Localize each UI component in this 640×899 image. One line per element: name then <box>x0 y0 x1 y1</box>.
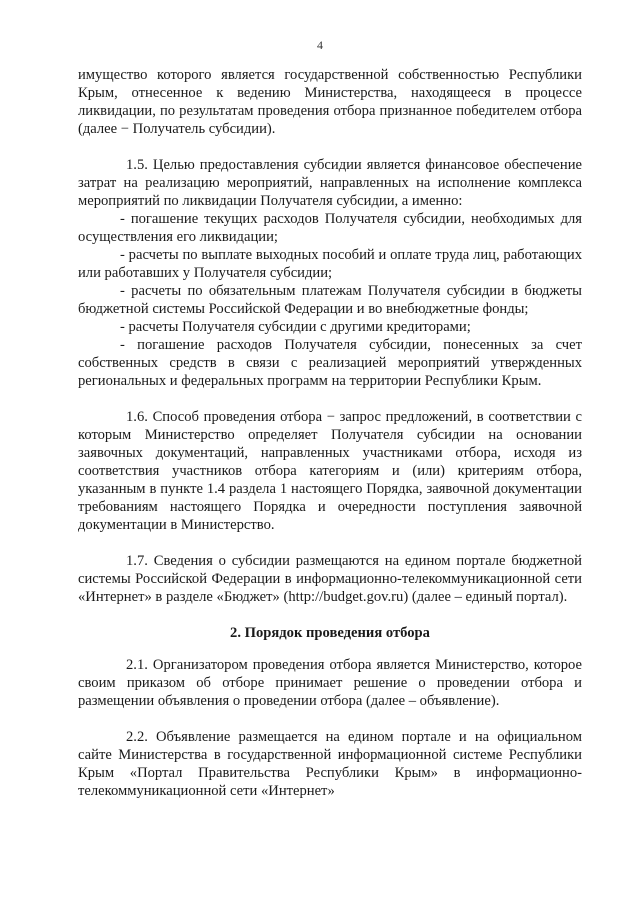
document-body <box>78 66 582 800</box>
list-item: - погашение текущих расходов Получателя субсидии, необходимых для осуществления его ликвидации; <box>78 211 582 245</box>
list-item: - расчеты Получателя субсидии с другими кредиторами; <box>120 319 471 335</box>
list-item: - расчеты по выплате выходных пособий и оплате труда лиц, работающих или работавших у Получателя субсидии; <box>78 247 582 281</box>
section-2-heading: 2. Порядок проведения отбора <box>230 625 430 641</box>
section-1-7-paragraph: 1.7. Сведения о субсидии размещаются на едином портале бюджетной системы Российской Федерации в информационно-телекоммуникационной сети «Интернет» в разделе «Бюджет» (http://budget.gov.ru) (далее – единый портал). <box>78 553 582 605</box>
list-item: - расчеты по обязательным платежам Получателя субсидии в бюджеты бюджетной системы Российской Федерации и во внебюджетные фонды; <box>78 283 582 317</box>
section-1-6-paragraph: 1.6. Способ проведения отбора − запрос предложений, в соответствии с которым Министерство определяет Получателя субсидии на основании заявочных документаций, направленных участниками отбора, исходя из соответствия участников отбора категориям и (или) критериям отбора, указанным в пункте 1.4 раздела 1 настоящего Порядка, заявочной документации требованиям настоящего Порядка и очередности поступления заявочной документации в Министерство. <box>78 409 582 533</box>
section-1-5-paragraph: 1.5. Целью предоставления субсидии является финансовое обеспечение затрат на реализацию мероприятий, направленных на исполнение комплекса мероприятий по ликвидации Получателя субсидии, а именно: <box>78 157 582 209</box>
list-item: - погашение расходов Получателя субсидии, понесенных за счет собственных средств в связи с реализацией мероприятий утвержденных региональных и федеральных программ на территории Республики Крым. <box>78 337 582 389</box>
page-number: 4 <box>317 38 323 52</box>
intro-paragraph: имущество которого является государственной собственностью Республики Крым, отнесенное к ведению Министерства, находящееся в процессе ликвидации, по результатам проведения отбора признанное победителем отбора (далее − Получатель субсидии). <box>78 67 582 137</box>
section-2-2-paragraph: 2.2. Объявление размещается на едином портале и на официальном сайте Министерства в государственной информационной системе Республики Крым «Портал Правительства Республики Крым» в информационно-телекоммуникационной сети «Интернет» <box>78 729 582 799</box>
section-2-1-paragraph: 2.1. Организатором проведения отбора является Министерство, которое своим приказом об отборе принимает решение о проведении отбора и размещении объявления о проведении отбора (далее – объявление). <box>78 657 582 709</box>
